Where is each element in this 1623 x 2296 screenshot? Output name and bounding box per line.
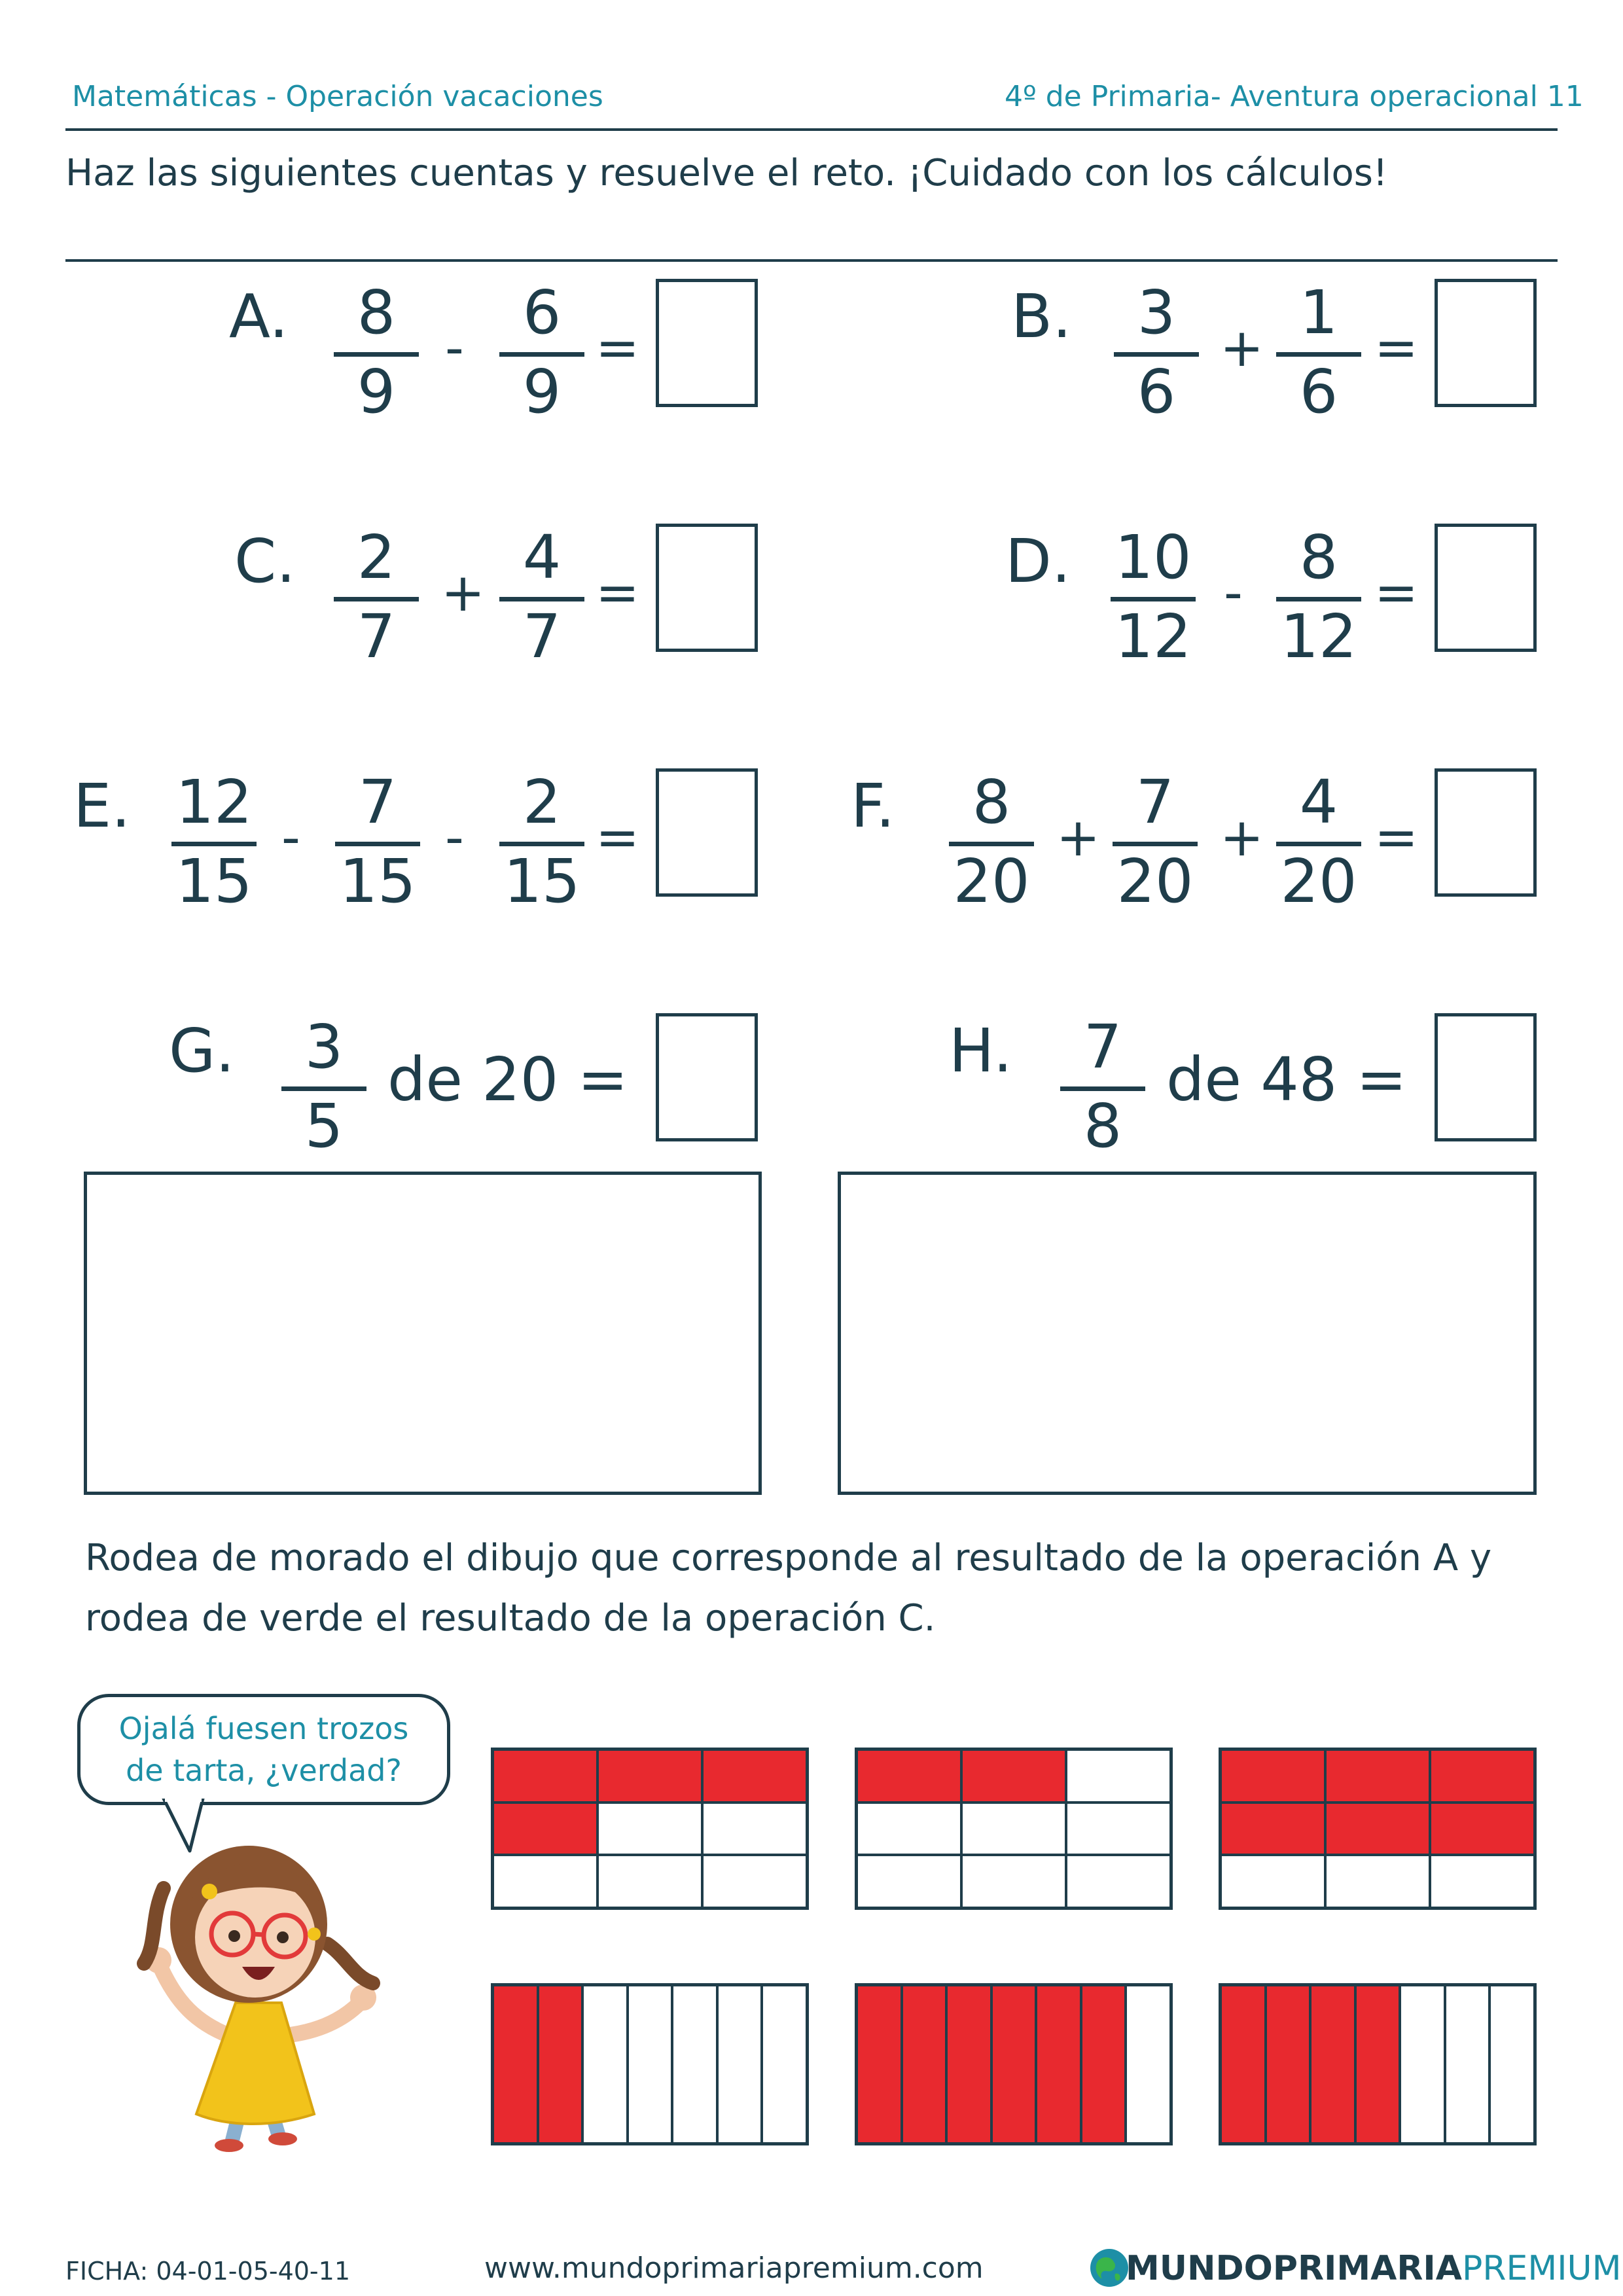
- denominator: 12: [1280, 601, 1357, 672]
- shaded-cell: [494, 1804, 596, 1854]
- fraction: [1113, 767, 1198, 916]
- empty-cell: [1067, 1751, 1169, 1801]
- numerator: 8: [972, 767, 1011, 837]
- numerator: 10: [1115, 522, 1192, 592]
- empty-cell: [584, 1986, 626, 2142]
- fraction-bar: [1276, 597, 1361, 601]
- shaded-cell: [1431, 1751, 1533, 1801]
- fraction-bar: [499, 352, 584, 357]
- fraction: [499, 522, 584, 672]
- shaded-cell: [858, 1751, 960, 1801]
- shaded-cell: [1222, 1751, 1324, 1801]
- denominator: 15: [175, 846, 253, 916]
- denominator: 5: [304, 1091, 344, 1161]
- shaded-cell: [1327, 1751, 1429, 1801]
- shaded-cell: [1037, 1986, 1080, 2142]
- numerator: 2: [357, 522, 396, 592]
- shaded-cell: [599, 1751, 701, 1801]
- of-expression: de 20 =: [387, 1045, 628, 1115]
- brand-part-primaria: PRIMARIA: [1272, 2249, 1462, 2288]
- fraction: [949, 767, 1034, 916]
- empty-cell: [1431, 1856, 1533, 1907]
- numerator: 7: [1083, 1012, 1122, 1082]
- empty-cell: [1401, 1986, 1444, 2142]
- exercise-label: C.: [234, 526, 296, 596]
- fraction: [334, 278, 419, 427]
- shaded-cell: [494, 1751, 596, 1801]
- fraction: [1060, 1012, 1145, 1161]
- denominator: 20: [1116, 846, 1194, 916]
- shaded-cell: [963, 1751, 1065, 1801]
- empty-cell: [1067, 1804, 1169, 1854]
- globe-logo-icon: [1089, 2248, 1130, 2288]
- girl-illustration-icon: [98, 1826, 399, 2153]
- fraction-bar: [281, 1086, 366, 1091]
- fraction-bar: [949, 842, 1034, 846]
- answer-box-d[interactable]: [1435, 524, 1537, 652]
- denominator: 7: [357, 601, 396, 672]
- empty-cell: [858, 1804, 960, 1854]
- empty-cell: [494, 1856, 596, 1907]
- fraction: [1276, 522, 1361, 672]
- brand-part-mundo: MUNDO: [1126, 2249, 1273, 2288]
- operator: +: [1220, 807, 1264, 868]
- header-divider: [65, 128, 1558, 131]
- fraction-model-2[interactable]: [855, 1748, 1173, 1910]
- shaded-cell: [1082, 1986, 1125, 2142]
- shaded-cell: [1222, 1804, 1324, 1854]
- numerator: 8: [357, 278, 396, 348]
- denominator: 6: [1137, 357, 1176, 427]
- work-area-g[interactable]: [84, 1172, 762, 1495]
- brand-part-premium: PREMIUM: [1461, 2249, 1622, 2288]
- empty-cell: [673, 1986, 716, 2142]
- equals-sign: =: [596, 807, 640, 868]
- fraction: [499, 767, 584, 916]
- fraction: [334, 522, 419, 672]
- instructions-divider: [65, 259, 1558, 262]
- numerator: 4: [522, 522, 562, 592]
- empty-cell: [1222, 1856, 1324, 1907]
- header-level: 4º de Primaria- Aventura operacional 11: [1005, 80, 1584, 113]
- equals-sign: =: [1374, 317, 1419, 378]
- empty-cell: [858, 1856, 960, 1907]
- fraction-model-1[interactable]: [491, 1748, 809, 1910]
- fraction-model-3[interactable]: [1219, 1748, 1537, 1910]
- shaded-cell: [1267, 1986, 1310, 2142]
- fraction-bar: [499, 842, 584, 846]
- denominator: 20: [1280, 846, 1357, 916]
- answer-box-e[interactable]: [656, 768, 758, 897]
- shaded-cell: [948, 1986, 990, 2142]
- fraction-bar: [1060, 1086, 1145, 1091]
- exercise-label: H.: [949, 1016, 1012, 1086]
- fraction: [499, 278, 584, 427]
- operator: -: [281, 807, 300, 868]
- denominator: 8: [1083, 1091, 1122, 1161]
- shaded-cell: [1327, 1804, 1429, 1854]
- operator: -: [1224, 562, 1243, 623]
- speech-line-2: de tarta, ¿verdad?: [126, 1753, 402, 1788]
- fraction-bar: [1113, 842, 1198, 846]
- numerator: 4: [1299, 767, 1338, 837]
- exercise-label: B.: [1011, 281, 1072, 351]
- shaded-cell: [1357, 1986, 1399, 2142]
- empty-cell: [1327, 1856, 1429, 1907]
- shaded-cell: [993, 1986, 1035, 2142]
- fraction: [281, 1012, 366, 1161]
- exercise-label: F.: [851, 771, 895, 841]
- empty-cell: [1446, 1986, 1489, 2142]
- shaded-cell: [494, 1986, 537, 2142]
- numerator: 7: [358, 767, 397, 837]
- answer-box-f[interactable]: [1435, 768, 1537, 897]
- fraction-model-5[interactable]: [855, 1983, 1173, 2145]
- denominator: 9: [522, 357, 562, 427]
- fraction-bar: [334, 597, 419, 601]
- answer-box-c[interactable]: [656, 524, 758, 652]
- work-area-h[interactable]: [838, 1172, 1537, 1495]
- fraction-bar: [1276, 352, 1361, 357]
- denominator: 20: [953, 846, 1030, 916]
- denominator: 15: [339, 846, 416, 916]
- fraction: [1111, 522, 1196, 672]
- fraction-bar: [1276, 842, 1361, 846]
- equals-sign: =: [1374, 807, 1419, 868]
- denominator: 15: [503, 846, 580, 916]
- fraction: [1114, 278, 1199, 427]
- operator: +: [1220, 317, 1264, 378]
- empty-cell: [763, 1986, 806, 2142]
- empty-cell: [1491, 1986, 1533, 2142]
- exercise-label: E.: [73, 771, 131, 841]
- website-url[interactable]: www.mundoprimariapremium.com: [484, 2251, 984, 2285]
- denominator: 12: [1115, 601, 1192, 672]
- empty-cell: [599, 1804, 701, 1854]
- fraction-bar: [335, 842, 420, 846]
- equals-sign: =: [1374, 562, 1419, 623]
- empty-cell: [599, 1856, 701, 1907]
- brand-name: [1126, 2249, 1621, 2288]
- speech-line-1: Ojalá fuesen trozos: [118, 1711, 409, 1746]
- answer-box-a[interactable]: [656, 279, 758, 407]
- empty-cell: [1127, 1986, 1169, 2142]
- empty-cell: [1067, 1856, 1169, 1907]
- of-expression: de 48 =: [1166, 1045, 1407, 1115]
- fraction: [1276, 278, 1361, 427]
- shaded-cell: [1431, 1804, 1533, 1854]
- empty-cell: [963, 1804, 1065, 1854]
- exercise-label: D.: [1005, 526, 1071, 596]
- empty-cell: [704, 1804, 806, 1854]
- exercise-label: G.: [169, 1016, 235, 1086]
- numerator: 8: [1299, 522, 1338, 592]
- operator: +: [441, 562, 486, 623]
- challenge-line-1: Rodea de morado el dibujo que corresponde al resultado de la operación A y: [85, 1537, 1492, 1579]
- numerator: 6: [522, 278, 562, 348]
- worksheet-code: FICHA: 04-01-05-40-11: [65, 2257, 350, 2286]
- answer-box-h[interactable]: [1435, 1013, 1537, 1141]
- shaded-cell: [1311, 1986, 1354, 2142]
- fraction: [335, 767, 420, 916]
- empty-cell: [963, 1856, 1065, 1907]
- header-subject: Matemáticas - Operación vacaciones: [72, 80, 603, 113]
- shaded-cell: [539, 1986, 582, 2142]
- shaded-cell: [903, 1986, 946, 2142]
- numerator: 3: [1137, 278, 1176, 348]
- operator: +: [1056, 807, 1101, 868]
- empty-cell: [629, 1986, 671, 2142]
- numerator: 3: [304, 1012, 344, 1082]
- numerator: 7: [1135, 767, 1175, 837]
- exercise-label: A.: [229, 281, 289, 351]
- shaded-cell: [858, 1986, 901, 2142]
- fraction-bar: [171, 842, 257, 846]
- equals-sign: =: [596, 562, 640, 623]
- fraction-bar: [1111, 597, 1196, 601]
- empty-cell: [719, 1986, 761, 2142]
- equals-sign: =: [596, 317, 640, 378]
- fraction: [1276, 767, 1361, 916]
- shaded-cell: [704, 1751, 806, 1801]
- speech-bubble: [77, 1694, 450, 1805]
- fraction-bar: [499, 597, 584, 601]
- fraction-model-6[interactable]: [1219, 1983, 1537, 2145]
- operator: -: [445, 807, 464, 868]
- shaded-cell: [1222, 1986, 1264, 2142]
- answer-box-g[interactable]: [656, 1013, 758, 1141]
- challenge-line-2: rodea de verde el resultado de la operación C.: [85, 1597, 936, 1640]
- numerator: 12: [175, 767, 253, 837]
- answer-box-b[interactable]: [1435, 279, 1537, 407]
- numerator: 1: [1299, 278, 1338, 348]
- operator: -: [445, 317, 464, 378]
- instructions-text: Haz las siguientes cuentas y resuelve el reto. ¡Cuidado con los cálculos!: [65, 152, 1388, 194]
- denominator: 7: [522, 601, 562, 672]
- fraction-bar: [1114, 352, 1199, 357]
- empty-cell: [704, 1856, 806, 1907]
- fraction: [171, 767, 257, 916]
- fraction-model-4[interactable]: [491, 1983, 809, 2145]
- denominator: 9: [357, 357, 396, 427]
- fraction-bar: [334, 352, 419, 357]
- denominator: 6: [1299, 357, 1338, 427]
- numerator: 2: [522, 767, 562, 837]
